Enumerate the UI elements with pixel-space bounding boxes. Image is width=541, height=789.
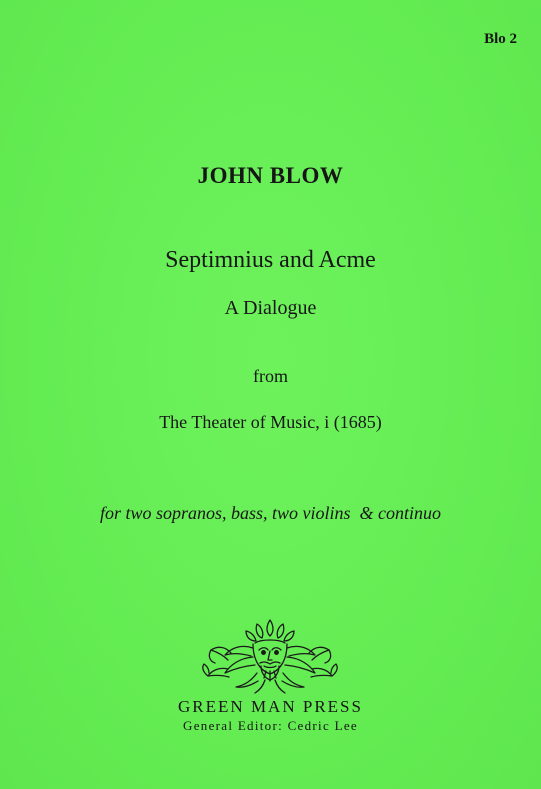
publisher-name: GREEN MAN PRESS xyxy=(178,697,363,716)
instrumentation: for two sopranos, bass, two violins & continuo xyxy=(99,503,442,523)
source-publication: The Theater of Music, i (1685) xyxy=(159,412,382,432)
catalog-number: Blo 2 xyxy=(484,31,517,47)
composer-name: JOHN BLOW xyxy=(197,163,344,188)
general-editor: General Editor: Cedric Lee xyxy=(183,718,358,733)
green-man-foliate-head-icon xyxy=(195,615,345,697)
from-label: from xyxy=(253,366,288,386)
work-subtitle: A Dialogue xyxy=(224,297,317,319)
work-title: Septimnius and Acme xyxy=(165,247,376,273)
